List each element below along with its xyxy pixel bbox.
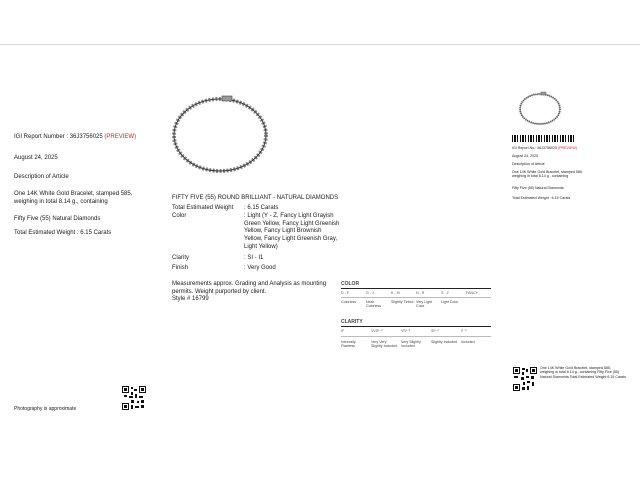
detail-value: : 6.15 Carats xyxy=(244,205,279,211)
detail-label: Total Estimated Weight xyxy=(172,205,234,211)
color-description: Colorless xyxy=(341,300,356,304)
detail-row-finish xyxy=(172,265,342,273)
clarity-grade: VS¹⁻² xyxy=(401,329,411,333)
detail-row-weight xyxy=(172,205,342,213)
clarity-description: Very Slightly Included xyxy=(401,340,421,349)
clarity-description: Internally Flawless xyxy=(341,340,356,349)
description-line-1: One 14K White Gold Bracelet, stamped 585, xyxy=(14,191,133,197)
photo-disclaimer: Photography is approximate xyxy=(14,406,77,412)
color-grade: D - F xyxy=(341,291,349,295)
color-scale-rule xyxy=(341,288,491,289)
style-number: Style # 16799 xyxy=(172,296,209,302)
color-scale-divider xyxy=(341,297,491,298)
total-weight: Total Estimated Weight : 6.15 Carats xyxy=(14,230,112,236)
color-grade: G - J xyxy=(366,291,374,295)
color-description: Near Colorless xyxy=(366,300,381,309)
details-table xyxy=(172,205,342,272)
preview-tag: (PREVIEW) xyxy=(102,134,137,140)
mini-preview-tag: (PREVIEW) xyxy=(556,146,577,150)
clarity-description: Very Very Slightly Included xyxy=(371,340,398,349)
bracelet-thumbnail xyxy=(514,88,566,128)
mini-description-text: One 14K White Gold Bracelet, stamped 585, weighing in total 8.14 g., containing xyxy=(512,170,583,179)
mini-description-heading: Description of Article xyxy=(512,162,545,166)
detail-value: : SI - I1 xyxy=(244,254,264,261)
color-grade: S - Z xyxy=(441,291,449,295)
clarity-grade: I¹⁻³ xyxy=(461,329,467,333)
color-grade: N - R xyxy=(416,291,425,295)
clarity-grade: SI¹⁻² xyxy=(431,329,439,333)
clarity-description: Slightly Included xyxy=(431,340,458,344)
report-number-line xyxy=(14,134,164,142)
detail-value: : Light (Y - Z, Fancy Light Grayish Green Yellow, Fancy Light Greenish Yellow, Fancy Light Brownish Yellow, Fancy Light Greenish Gray, Light Yellow) xyxy=(244,212,340,250)
measurement-note: Measurements approx. Grading and Analysis as mounting permits. Weight purported by client. xyxy=(172,281,327,295)
mini-total-weight: Total Estimated Weight : 6.15 Carats xyxy=(512,196,571,200)
detail-row-color xyxy=(172,213,342,252)
detail-value: : Very Good xyxy=(244,264,276,271)
clarity-scale-divider xyxy=(341,336,491,337)
report-date: August 24, 2025 xyxy=(14,155,58,161)
color-description xyxy=(466,300,491,309)
clarity-grade: VVS¹⁻² xyxy=(371,329,383,333)
clarity-description-row xyxy=(341,340,491,349)
clarity-description: Included xyxy=(461,340,475,344)
report-label: IGI Report Number : xyxy=(14,134,70,140)
bracelet-photo xyxy=(160,85,280,180)
color-scale-title: COLOR xyxy=(341,281,360,287)
diamonds-heading: FIFTY FIVE (55) ROUND BRILLIANT - NATURAL DIAMONDS xyxy=(172,195,339,201)
color-grade: K - M xyxy=(391,291,400,295)
qr-code xyxy=(122,386,146,410)
report-number: 36J3756025 xyxy=(69,134,103,140)
mini-qr-code xyxy=(513,367,537,391)
color-description: Light Color xyxy=(441,300,459,304)
barcode xyxy=(512,135,576,142)
color-grade-row xyxy=(341,291,491,295)
description-text xyxy=(14,191,169,207)
color-grade: FANCY xyxy=(466,291,478,295)
detail-label: Color xyxy=(172,212,187,219)
detail-label: Clarity xyxy=(172,254,190,261)
bottom-description: One 14K White Gold Bracelet, stamped 585, weighing in total 8.14 g., containing Fifty Five (55) Natural Diamonds Total Estimated Weight 6.15 Carats xyxy=(540,366,626,379)
mini-report-line xyxy=(512,146,622,150)
color-description-row xyxy=(341,300,491,309)
description-line-2: weighing in total 8.14 g., containing xyxy=(14,198,108,205)
mini-date: August 24, 2025 xyxy=(512,154,539,158)
clarity-scale-rule xyxy=(341,326,491,327)
mini-diamonds-count: Fifty Five (55) Natural Diamonds xyxy=(512,186,564,190)
top-divider xyxy=(0,44,640,45)
description-heading: Description of Article xyxy=(14,174,69,180)
diamonds-count: Fifty Five (55) Natural Diamonds xyxy=(14,216,101,222)
mini-report-label: IGI Report No.: xyxy=(512,146,538,150)
detail-label: Finish xyxy=(172,264,189,271)
detail-row-clarity xyxy=(172,255,342,263)
mini-report-number: 36J3756025 xyxy=(537,146,557,150)
clarity-scale-title: CLARITY xyxy=(341,319,363,325)
color-description: Very Light Color xyxy=(416,300,432,309)
clarity-grade: IF xyxy=(341,329,345,333)
clarity-grade-row xyxy=(341,329,491,333)
color-description: Slightly Tinted xyxy=(391,300,414,304)
